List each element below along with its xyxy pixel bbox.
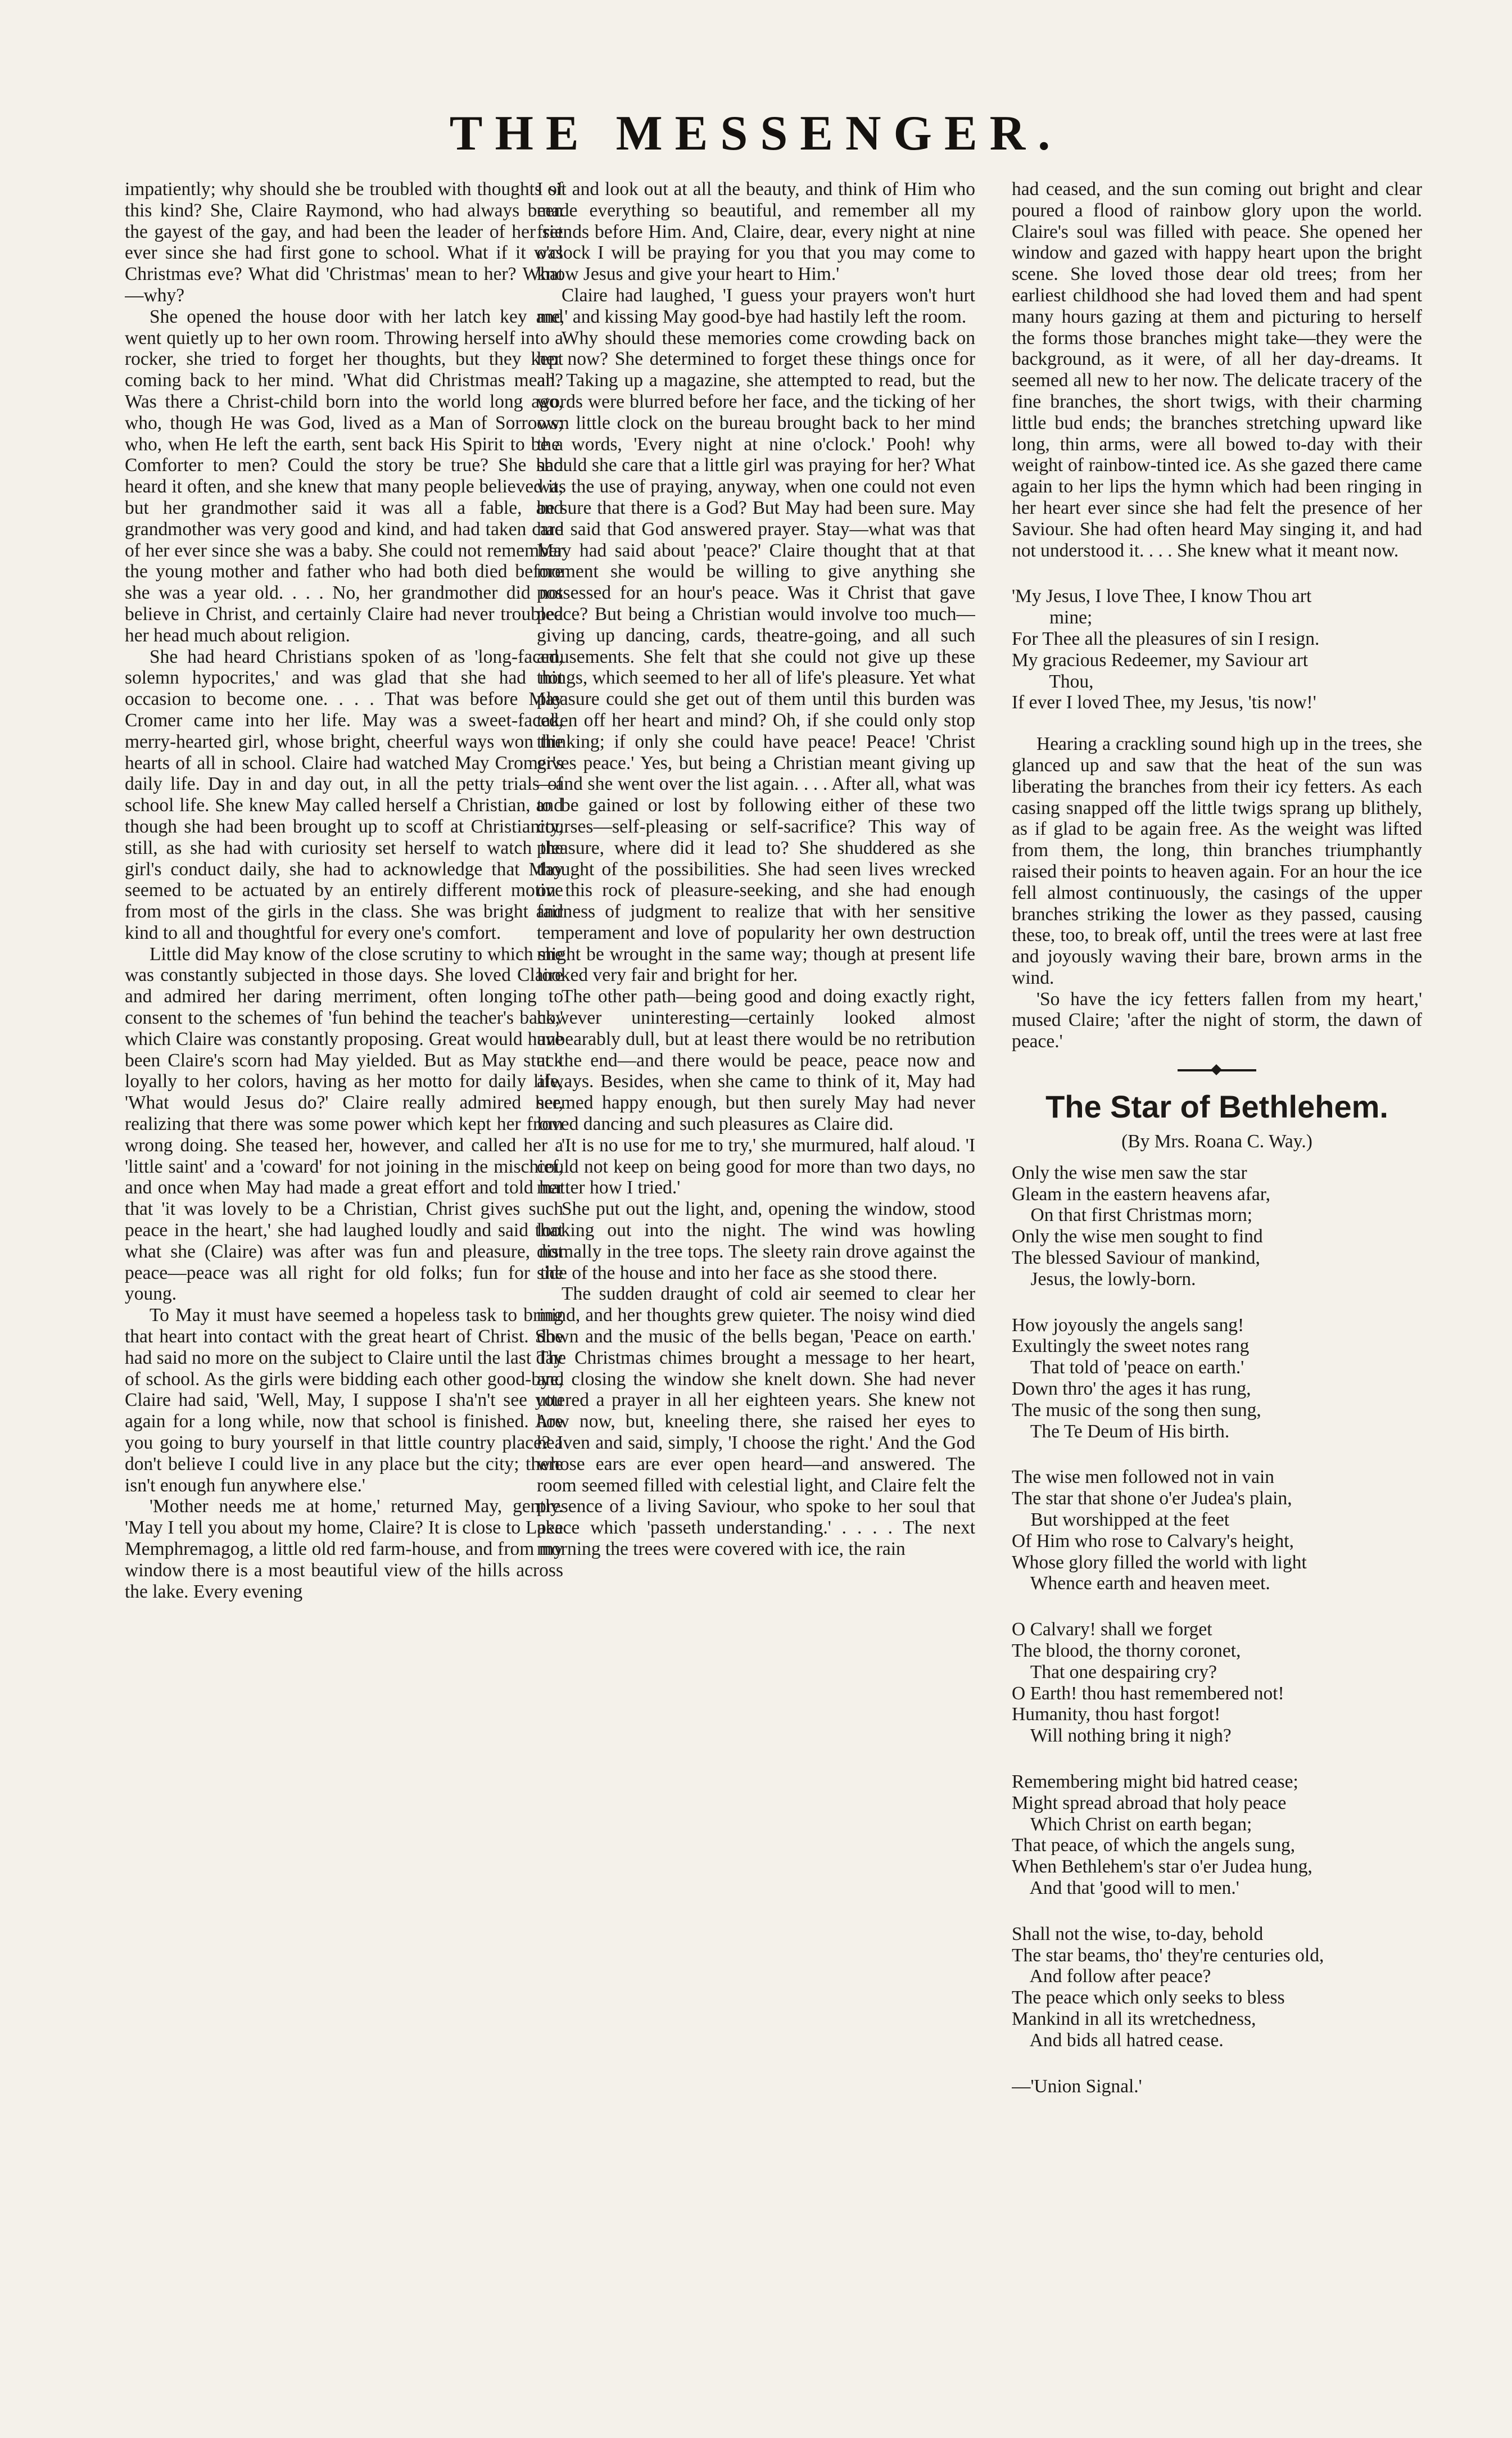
- poem-line: The star beams, tho' they're centuries old,: [1012, 1944, 1324, 1966]
- poem-line: And that 'good will to men.': [1012, 1877, 1239, 1898]
- poem-line: Humanity, thou hast forgot!: [1012, 1704, 1221, 1725]
- poem-line: That peace, of which the angels sung,: [1012, 1835, 1296, 1856]
- poem-stanza: [1012, 1315, 1422, 1442]
- poem-line: Which Christ on earth began;: [1012, 1813, 1252, 1835]
- poem-line: But worshipped at the feet: [1012, 1509, 1230, 1531]
- poem-line: Remembering might bid hatred cease;: [1012, 1771, 1298, 1792]
- paragraph: I sit and look out at all the beauty, and think of Him who made everything so beautiful, and remember all my friends before Him. And, Claire, dear, every night at nine o'clock I will be praying for you that you may come to know Jesus and give your heart to Him.': [537, 179, 975, 285]
- poem-stanza: [1012, 1467, 1422, 1594]
- paragraph: 'So have the icy fetters fallen from my heart,' mused Claire; 'after the night of storm, the dawn of peace.': [1012, 988, 1422, 1052]
- hymn-line: mine;: [1012, 607, 1093, 628]
- column-3: [1012, 179, 1422, 2416]
- poem-line: The blessed Saviour of mankind,: [1012, 1247, 1260, 1269]
- poem-line: Jesus, the lowly-born.: [1012, 1268, 1196, 1290]
- poem-line: O Earth! thou hast remembered not!: [1012, 1682, 1284, 1704]
- poem-line: How joyously the angels sang!: [1012, 1314, 1244, 1336]
- hymn-line: My gracious Redeemer, my Saviour art: [1012, 649, 1309, 671]
- paragraph: Hearing a crackling sound high up in the trees, she glanced up and saw that the heat of the sun was liberating the branches from their icy fetters. As each casing snapped off the little twigs sprang up blithely, as if glad to be again free. As the weight was lifted from them, the long, thin branches triumphantly raised their points to heaven again. For an hour the ice fell almost continuously, the casings of the upper branches striking the lower as they passed, causing these, too, to break off, until the trees were at last free and joyously waving their bare, brown arms in the wind.: [1012, 734, 1422, 988]
- hymn-line: 'My Jesus, I love Thee, I know Thou art: [1012, 586, 1312, 607]
- poem-line: Exultingly the sweet notes rang: [1012, 1336, 1250, 1357]
- paragraph: 'It is no use for me to try,' she murmured, half aloud. 'I could not keep on being good for more than two days, no matter how I tried.': [537, 1134, 975, 1198]
- poem-line: And bids all hatred cease.: [1012, 2029, 1224, 2051]
- poem-line: The wise men followed not in vain: [1012, 1467, 1275, 1488]
- paragraph: The sudden draught of cold air seemed to clear her mind, and her thoughts grew quieter. The noisy wind died down and the music of the bells began, 'Peace on earth.' The Christmas chimes brought a message to her heart, and closing the window she knelt down. She had never uttered a prayer in all her eighteen years. She knew not how now, but, kneeling there, she raised her eyes to heaven and said, simply, 'I choose the right.' And the God whose ears are ever open heard—and answered. The room seemed filled with celestial light, and Claire felt the presence of a living Saviour, who spoke to her soul that peace which 'passeth understanding.' . . . . The next morning the trees were covered with ice, the rain: [537, 1283, 975, 1559]
- poem-line: The star that shone o'er Judea's plain,: [1012, 1488, 1292, 1509]
- section-divider: [1178, 1069, 1256, 1071]
- poem-line: That one despairing cry?: [1012, 1661, 1217, 1682]
- paragraph: To May it must have seemed a hopeless task to bring that heart into contact with the great heart of Christ. She had said no more on the subject to Claire until the last day of school. As the girls were bidding each other good-bye, Claire had said, 'Well, May, I suppose I sha'n't see you again for a long while, now that school is finished. Are you going to bury yourself in that little country place? I don't believe I could live in any place but the city; there isn't enough fun anywhere else.': [125, 1305, 563, 1496]
- paragraph: impatiently; why should she be troubled with thoughts of this kind? She, Claire Raymond, who had always been the gayest of the gay, and had been the leader of her set ever since she had first gone to school. What if it was Christmas eve? What did 'Christmas' mean to her? What—why?: [125, 179, 563, 306]
- paragraph: She opened the house door with her latch key and went quietly up to her own room. Throwing herself into a rocker, she tried to forget her thoughts, but they kept coming back to her mind. 'What did Christmas mean? Was there a Christ-child born into the world long ago, who, though He was God, lived as a Man of Sorrows; who, when He left the earth, sent back His Spirit to be a Comforter to men? Could the story be true? She had heard it often, and she knew that many people believed it, but her grandmother said it was all a fable, and grandmother was very good and kind, and had taken care of her ever since she was a baby. She could not remember the young mother and father who had both died before she was a year old. . . . No, her grandmother did not believe in Christ, and certainly Claire had never troubled her head much about religion.: [125, 306, 563, 646]
- poem-line: The blood, the thorny coronet,: [1012, 1640, 1241, 1662]
- poem-line: Might spread abroad that holy peace: [1012, 1792, 1287, 1813]
- poem-line: And follow after peace?: [1012, 1966, 1211, 1987]
- poem-byline: (By Mrs. Roana C. Way.): [1121, 1131, 1312, 1152]
- hymn-line: Thou,: [1012, 671, 1094, 692]
- paragraph: Claire had laughed, 'I guess your prayers won't hurt me,' and kissing May good-bye had hastily left the room.: [537, 284, 975, 327]
- poem-line: Mankind in all its wretchedness,: [1012, 2008, 1256, 2029]
- poem-line: The music of the song then sung,: [1012, 1399, 1261, 1421]
- poem-source: —'Union Signal.': [1012, 2075, 1142, 2097]
- poem-line: On that first Christmas morn;: [1012, 1205, 1253, 1226]
- poem-line: O Calvary! shall we forget: [1012, 1619, 1212, 1640]
- paragraph: Why should these memories come crowding back on her now? She determined to forget these things once for all. Taking up a magazine, she attempted to read, but the words were blurred before her face, and the ticking of her own little clock on the bureau brought back to her mind the words, 'Every night at nine o'clock.' Pooh! why should she care that a little girl was praying for her? What was the use of praying, anyway, when one could not even be sure that there is a God? But May had been sure. May had said that God answered prayer. Stay—what was that May had said about 'peace?' Claire thought that at that moment she would be willing to give anything she possessed for an hour's peace. Was it Christ that gave peace? But being a Christian would involve too much—giving up dancing, cards, theatre-going, and all such amusements. She felt that she could not give up these things, which seemed to her all of life's pleasure. Yet what pleasure could she get out of them until this burden was taken off her heart and mind? Oh, if she could only stop thinking; if only she could have peace! Peace! 'Christ gives peace.' Yes, but being a Christian meant giving up—and she went over the list again. . . . After all, what was to be gained or lost by following either of these two courses—self-pleasing or self-sacrifice? This way of pleasure, where did it lead to? She shuddered as she thought of the possibilities. She had seen lives wrecked on this rock of pleasure-seeking, and she had enough fairness of judgment to realize that with her sensitive temperament and love of popularity her own destruction might be wrought in the same way; though at present life looked very fair and bright for her.: [537, 327, 975, 986]
- poem-line: Only the wise men sought to find: [1012, 1226, 1263, 1247]
- poem-line: Only the wise men saw the star: [1012, 1162, 1247, 1183]
- poem-line: That told of 'peace on earth.': [1012, 1357, 1244, 1378]
- poem-line: The Te Deum of His birth.: [1012, 1421, 1230, 1442]
- poem-stanza: [1012, 1163, 1422, 1290]
- poem-stanza: [1012, 1924, 1422, 2051]
- poem-line: Will nothing bring it nigh?: [1012, 1725, 1232, 1747]
- poem-line: Of Him who rose to Calvary's height,: [1012, 1530, 1294, 1552]
- paragraph: 'Mother needs me at home,' returned May, gently. 'May I tell you about my home, Claire? It is close to Lake Memphremagog, a little old red farm-house, and from my window there is a most beautiful view of the hills across the lake. Every evening: [125, 1496, 563, 1602]
- poem-title: The Star of Bethlehem.: [1045, 1089, 1388, 1125]
- paragraph: The other path—being good and doing exactly right, however uninteresting—certainly looked almost unbearably dull, but at least there would be no retribution at the end—and there would be peace, peace now and always. Besides, when she came to think of it, May had seemed happy enough, but then surely May had never loved dancing and such pleasures as Claire did.: [537, 986, 975, 1135]
- paragraph: She put out the light, and, opening the window, stood looking out into the night. The wind was howling dismally in the tree tops. The sleety rain drove against the side of the house and into her face as she stood there.: [537, 1198, 975, 1283]
- masthead: THE MESSENGER.: [449, 106, 1063, 161]
- poem-line: When Bethlehem's star o'er Judea hung,: [1012, 1856, 1312, 1878]
- hymn-line: If ever I loved Thee, my Jesus, 'tis now!': [1012, 692, 1316, 713]
- poem-line: Gleam in the eastern heavens afar,: [1012, 1183, 1270, 1205]
- poem-line: Shall not the wise, to-day, behold: [1012, 1923, 1264, 1944]
- poem-line: The peace which only seeks to bless: [1012, 1987, 1285, 2009]
- hymn-verse: [1012, 586, 1422, 713]
- paragraph: She had heard Christians spoken of as 'long-faced, solemn hypocrites,' and was glad that she had not occasion to become one. . . . That was before May Cromer came into her life. May was a sweet-faced, merry-hearted girl, whose bright, cheerful ways won the hearts of all in school. Claire had watched May Cromer's daily life. Day in and day out, in all the petty trials of school life. She knew May called herself a Christian, and though she had been brought up to scoff at Christianity, still, as she had with curiosity set herself to watch the girl's conduct daily, she had to acknowledge that May seemed to be actuated by an entirely different motive from most of the girls in the class. She was bright and kind to all and thoughtful for every one's comfort.: [125, 646, 563, 943]
- hymn-line: For Thee all the pleasures of sin I resign.: [1012, 628, 1320, 649]
- poem-stanza: [1012, 1771, 1422, 1899]
- paragraph: Little did May know of the close scrutiny to which she was constantly subjected in those days. She loved Claire and admired her daring merriment, often longing to consent to the schemes of 'fun behind the teacher's back,' which Claire was constantly proposing. Great would have been Claire's scorn had May yielded. But as May stuck loyally to her colors, having as her motto for daily life, 'What would Jesus do?' Claire really admired her, realizing that there was some power which kept her from wrong doing. She teased her, however, and called her a 'little saint' and a 'coward' for not joining in the mischief, and once when May had made a great effort and told her that 'it was lovely to be a Christian, Christ gives such peace in the heart,' she had laughed loudly and said that what she (Claire) was after was fun and pleasure, not peace—peace was all right for old folks; fun for the young.: [125, 943, 563, 1305]
- poem-line: Whence earth and heaven meet.: [1012, 1573, 1270, 1594]
- poem-line: Whose glory filled the world with light: [1012, 1552, 1307, 1573]
- paragraph: had ceased, and the sun coming out bright and clear poured a flood of rainbow glory upon the world. Claire's soul was filled with peace. She opened her window and gazed with happy heart upon the bright scene. She loved those dear old trees; from her earliest childhood she had loved them and had spent many hours gazing at them and picturing to herself the forms those branches might take—they were the background, as it were, of all her day-dreams. It seemed all new to her now. The delicate tracery of the fine branches, the short twigs, with their charming little bud ends; the branches stretching upward like long, thin arms, were all bowed to-day with their weight of rainbow-tinted ice. As she gazed there came again to her lips the hymn which had been ringing in her heart ever since she had felt the presence of her Saviour. She had often heard May singing it, and had not understood it. . . . She knew what it meant now.: [1012, 179, 1422, 561]
- poem-body: [1012, 1163, 1422, 2051]
- poem-stanza: [1012, 1619, 1422, 1747]
- column-2: [537, 179, 975, 2416]
- column-1: [125, 179, 563, 2416]
- poem-line: Down thro' the ages it has rung,: [1012, 1378, 1251, 1400]
